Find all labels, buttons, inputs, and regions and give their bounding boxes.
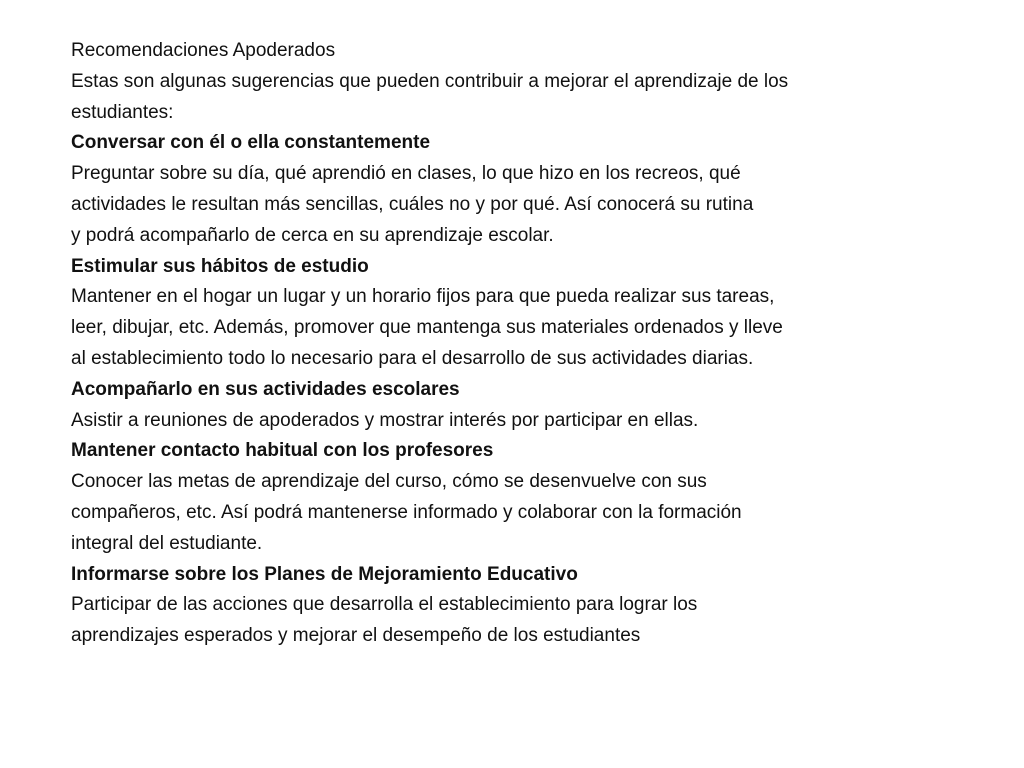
section-line: compañeros, etc. Así podrá mantenerse informado y colaborar con la formación	[71, 501, 742, 523]
section-study-habits	[71, 252, 971, 375]
section-line: Preguntar sobre su día, qué aprendió en clases, lo que hizo en los recreos, qué	[71, 163, 741, 185]
section-line: Participar de las acciones que desarrolla el establecimiento para lograr los	[71, 594, 698, 616]
section-heading: Informarse sobre los Planes de Mejoramiento Educativo	[71, 563, 578, 585]
section-talk	[71, 128, 971, 251]
section-line: al establecimiento todo lo necesario para el desarrollo de sus actividades diarias.	[71, 347, 754, 369]
section-line: actividades le resultan más sencillas, cuáles no y por qué. Así conocerá su rutina	[71, 193, 754, 215]
section-line: leer, dibujar, etc. Además, promover que mantenga sus materiales ordenados y lleve	[71, 317, 783, 339]
section-improvement-plans	[71, 560, 971, 652]
intro-line: estudiantes:	[71, 101, 174, 123]
section-line: Asistir a reuniones de apoderados y mostrar interés por participar en ellas.	[71, 409, 699, 431]
intro-line: Estas son algunas sugerencias que pueden contribuir a mejorar el aprendizaje de los	[71, 70, 789, 92]
section-line: Conocer las metas de aprendizaje del curso, cómo se desenvuelve con sus	[71, 471, 707, 493]
section-teacher-contact	[71, 436, 971, 559]
section-heading: Conversar con él o ella constantemente	[71, 132, 431, 154]
section-line: Mantener en el hogar un lugar y un horario fijos para que pueda realizar sus tareas,	[71, 286, 775, 308]
section-school-activities	[71, 375, 971, 437]
section-heading: Acompañarlo en sus actividades escolares	[71, 378, 460, 400]
section-heading: Estimular sus hábitos de estudio	[71, 255, 369, 277]
document-title: Recomendaciones Apoderados	[71, 40, 336, 61]
section-line: y podrá acompañarlo de cerca en su aprendizaje escolar.	[71, 224, 554, 246]
slide-content	[71, 36, 971, 652]
section-line: aprendizajes esperados y mejorar el desempeño de los estudiantes	[71, 625, 641, 647]
section-line: integral del estudiante.	[71, 532, 263, 554]
section-heading: Mantener contacto habitual con los profesores	[71, 440, 494, 462]
